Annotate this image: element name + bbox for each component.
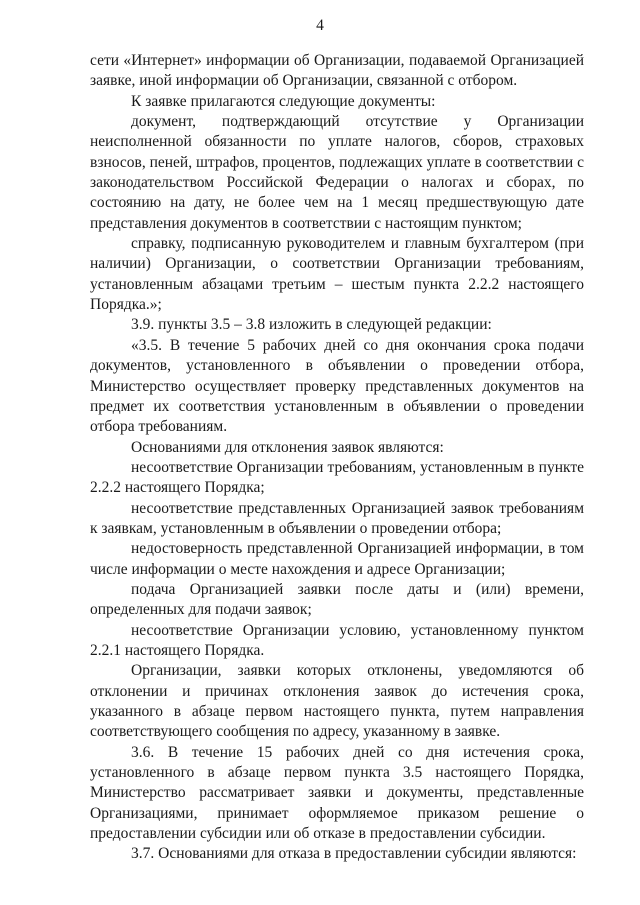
paragraph: 3.9. пункты 3.5 – 3.8 изложить в следующей редакции: <box>131 316 492 334</box>
paragraph: 3.6. В течение 15 рабочих дней со дня истечения срока, установленного в абзаце первом пункта 3.5 настоящего Порядка, Министерство рассматривает заявки и документы, представленные Организациями, принимает оформляемое приказом решение о предоставлении субсидии или об отказе в предоставлении субсидии. <box>90 743 584 843</box>
document-body <box>90 51 584 865</box>
paragraph: недостоверность представленной Организацией информации, в том числе информации о месте нахождения и адресе Организации; <box>90 540 584 578</box>
paragraph: несоответствие Организации требованиям, установленным в пункте 2.2.2 настоящего Порядка; <box>90 458 584 497</box>
paragraph: подача Организацией заявки после даты и (или) времени, определенных для подачи заявок; <box>90 580 584 619</box>
paragraph: Организации, заявки которых отклонены, уведомляются об отклонении и причинах отклонения заявок до истечения срока, указанного в абзаце первом настоящего пункта, путем направления соответствующего сообщения по адресу, указанному в заявке. <box>90 662 584 741</box>
page-number: 4 <box>316 17 324 34</box>
paragraph: сети «Интернет» информации об Организации, подаваемой Организацией заявке, иной информации об Организации, связанной с отбором. <box>90 52 584 90</box>
paragraph: 3.7. Основаниями для отказа в предоставлении субсидии являются: <box>131 845 577 863</box>
paragraph: документ, подтверждающий отсутствие у Организации неисполненной обязанности по уплате налогов, сборов, страховых взносов, пеней, штрафов, процентов, подлежащих уплате в соответствии с законодательством Российской Федерации о налогах и сборах, по состоянию на дату, не более чем на 1 месяц предшествующую дате представления документов в соответствии с настоящим пунктом; <box>90 113 584 232</box>
paragraph: «3.5. В течение 5 рабочих дней со дня окончания срока подачи документов, установленного в объявлении о проведении отбора, Министерство осуществляет проверку представленных документов на предмет их соответствия установленным в объявлении о проведении отбора требованиям. <box>90 336 584 436</box>
paragraph: К заявке прилагаются следующие документы: <box>131 92 436 110</box>
paragraph: несоответствие Организации условию, установленному пунктом 2.2.1 настоящего Порядка. <box>90 621 584 659</box>
paragraph: Основаниями для отклонения заявок являются: <box>131 438 444 456</box>
paragraph: несоответствие представленных Организацией заявок требованиям к заявкам, установленным в объявлении о проведении отбора; <box>90 499 584 537</box>
paragraph: справку, подписанную руководителем и главным бухгалтером (при наличии) Организации, о соответствии Организации требованиям, установленным абзацами третьим – шестым пункта 2.2.2 настоящего Порядка.»; <box>90 235 584 314</box>
